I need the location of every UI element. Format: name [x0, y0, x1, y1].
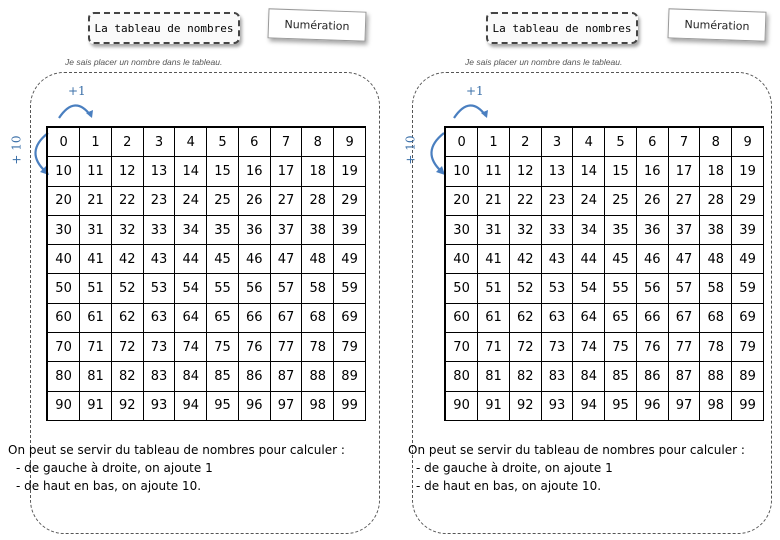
number-cell: 89 [732, 362, 764, 391]
numeration-tag: Numération [268, 8, 367, 41]
number-cell: 84 [175, 362, 207, 391]
number-cell: 79 [732, 333, 764, 362]
number-cell: 93 [143, 391, 175, 420]
table-row [445, 274, 764, 303]
number-cell: 89 [334, 362, 366, 391]
number-cell: 11 [478, 157, 510, 186]
number-cell: 4 [573, 127, 605, 157]
number-cell: 32 [111, 215, 143, 244]
number-cell: 5 [605, 127, 637, 157]
number-cell: 80 [445, 362, 478, 391]
number-cell: 15 [605, 157, 637, 186]
number-cell: 27 [270, 186, 302, 215]
number-cell: 25 [605, 186, 637, 215]
number-cell: 52 [111, 274, 143, 303]
number-cell: 51 [478, 274, 510, 303]
number-cell: 70 [445, 333, 478, 362]
subtitle: Je sais placer un nombre dans le tableau. [65, 57, 223, 67]
number-cell: 30 [445, 215, 478, 244]
number-cell: 13 [143, 157, 175, 186]
number-cell: 47 [668, 245, 700, 274]
number-cell: 38 [302, 215, 334, 244]
number-cell: 18 [302, 157, 334, 186]
number-cell: 33 [541, 215, 573, 244]
number-cell: 43 [541, 245, 573, 274]
number-cell: 46 [636, 245, 668, 274]
number-cell: 58 [302, 274, 334, 303]
number-cell: 90 [47, 391, 80, 420]
number-cell: 41 [80, 245, 112, 274]
number-cell: 82 [111, 362, 143, 391]
number-cell: 98 [302, 391, 334, 420]
number-cell: 69 [732, 303, 764, 332]
number-cell: 25 [207, 186, 239, 215]
table-row [445, 245, 764, 274]
number-cell: 81 [478, 362, 510, 391]
table-row [445, 186, 764, 215]
number-cell: 30 [47, 215, 80, 244]
number-cell: 74 [175, 333, 207, 362]
number-cell: 21 [80, 186, 112, 215]
table-row [445, 391, 764, 420]
number-cell: 48 [302, 245, 334, 274]
table-row [445, 157, 764, 186]
number-cell: 76 [636, 333, 668, 362]
number-cell: 55 [207, 274, 239, 303]
number-cell: 26 [636, 186, 668, 215]
explanation-line-1: On peut se servir du tableau de nombres pour calculer : [408, 443, 745, 457]
number-cell: 11 [80, 157, 112, 186]
number-cell: 61 [478, 303, 510, 332]
table-row [47, 274, 366, 303]
explanation [8, 441, 345, 495]
number-cell: 33 [143, 215, 175, 244]
number-cell: 13 [541, 157, 573, 186]
number-cell: 59 [334, 274, 366, 303]
number-cell: 94 [573, 391, 605, 420]
number-cell: 78 [700, 333, 732, 362]
table-row [47, 333, 366, 362]
number-cell: 2 [111, 127, 143, 157]
number-cell: 36 [238, 215, 270, 244]
number-cell: 12 [509, 157, 541, 186]
number-cell: 85 [605, 362, 637, 391]
number-cell: 14 [573, 157, 605, 186]
number-cell: 97 [270, 391, 302, 420]
number-cell: 77 [668, 333, 700, 362]
table-row [47, 362, 366, 391]
number-cell: 12 [111, 157, 143, 186]
table-row [445, 303, 764, 332]
number-cell: 73 [541, 333, 573, 362]
number-cell: 54 [175, 274, 207, 303]
number-cell: 88 [700, 362, 732, 391]
number-cell: 72 [509, 333, 541, 362]
number-cell: 29 [732, 186, 764, 215]
number-cell: 42 [509, 245, 541, 274]
explanation-line-1: On peut se servir du tableau de nombres pour calculer : [8, 443, 345, 457]
number-cell: 3 [541, 127, 573, 157]
number-cell: 95 [605, 391, 637, 420]
number-cell: 99 [732, 391, 764, 420]
number-cell: 64 [175, 303, 207, 332]
number-cell: 68 [700, 303, 732, 332]
number-cell: 59 [732, 274, 764, 303]
explanation-line-2: - de gauche à droite, on ajoute 1 [16, 461, 213, 475]
plus-ten-label: + 10 [9, 135, 24, 165]
number-cell: 62 [111, 303, 143, 332]
number-cell: 96 [238, 391, 270, 420]
number-cell: 43 [143, 245, 175, 274]
number-cell: 2 [509, 127, 541, 157]
number-cell: 20 [47, 186, 80, 215]
plus-one-label: +1 [68, 84, 86, 98]
number-cell: 0 [47, 127, 80, 157]
number-cell: 98 [700, 391, 732, 420]
number-cell: 53 [541, 274, 573, 303]
number-cell: 40 [47, 245, 80, 274]
number-cell: 45 [605, 245, 637, 274]
number-cell: 15 [207, 157, 239, 186]
number-cell: 9 [732, 127, 764, 157]
number-cell: 94 [175, 391, 207, 420]
number-cell: 65 [605, 303, 637, 332]
right-card [390, 0, 780, 540]
number-cell: 31 [80, 215, 112, 244]
number-cell: 57 [668, 274, 700, 303]
number-cell: 36 [636, 215, 668, 244]
number-cell: 60 [445, 303, 478, 332]
number-cell: 49 [334, 245, 366, 274]
number-cell: 39 [334, 215, 366, 244]
subtitle: Je sais placer un nombre dans le tableau. [465, 57, 623, 67]
number-cell: 1 [478, 127, 510, 157]
number-cell: 64 [573, 303, 605, 332]
plus-one-label: +1 [466, 84, 484, 98]
number-cell: 23 [143, 186, 175, 215]
number-cell: 54 [573, 274, 605, 303]
number-table [444, 126, 764, 421]
number-cell: 47 [270, 245, 302, 274]
curved-arrow-right-icon [450, 96, 490, 126]
number-cell: 16 [636, 157, 668, 186]
number-cell: 48 [700, 245, 732, 274]
number-cell: 83 [143, 362, 175, 391]
table-row [47, 245, 366, 274]
explanation-line-3: - de haut en bas, on ajoute 10. [16, 479, 202, 493]
table-row [445, 362, 764, 391]
number-cell: 85 [207, 362, 239, 391]
number-cell: 61 [80, 303, 112, 332]
number-cell: 87 [668, 362, 700, 391]
number-cell: 6 [238, 127, 270, 157]
number-cell: 24 [573, 186, 605, 215]
number-cell: 5 [207, 127, 239, 157]
number-cell: 7 [668, 127, 700, 157]
number-cell: 56 [238, 274, 270, 303]
number-cell: 37 [270, 215, 302, 244]
number-cell: 84 [573, 362, 605, 391]
number-cell: 10 [47, 157, 80, 186]
number-cell: 74 [573, 333, 605, 362]
number-cell: 66 [636, 303, 668, 332]
number-cell: 34 [573, 215, 605, 244]
number-cell: 81 [80, 362, 112, 391]
number-cell: 35 [605, 215, 637, 244]
table-row [47, 391, 366, 420]
number-cell: 18 [700, 157, 732, 186]
number-cell: 52 [509, 274, 541, 303]
number-cell: 41 [478, 245, 510, 274]
number-cell: 17 [270, 157, 302, 186]
number-cell: 1 [80, 127, 112, 157]
number-cell: 7 [270, 127, 302, 157]
number-cell: 4 [175, 127, 207, 157]
number-cell: 31 [478, 215, 510, 244]
number-cell: 50 [445, 274, 478, 303]
number-cell: 92 [111, 391, 143, 420]
number-cell: 90 [445, 391, 478, 420]
number-cell: 19 [334, 157, 366, 186]
number-cell: 72 [111, 333, 143, 362]
number-cell: 32 [509, 215, 541, 244]
number-cell: 78 [302, 333, 334, 362]
number-cell: 21 [478, 186, 510, 215]
number-cell: 93 [541, 391, 573, 420]
number-cell: 24 [175, 186, 207, 215]
number-cell: 71 [478, 333, 510, 362]
number-cell: 26 [238, 186, 270, 215]
explanation-line-2: - de gauche à droite, on ajoute 1 [416, 461, 613, 475]
number-cell: 55 [605, 274, 637, 303]
number-cell: 6 [636, 127, 668, 157]
number-cell: 60 [47, 303, 80, 332]
number-cell: 79 [334, 333, 366, 362]
title-box: La tableau de nombres [88, 12, 240, 44]
number-cell: 76 [238, 333, 270, 362]
number-cell: 8 [700, 127, 732, 157]
number-cell: 75 [207, 333, 239, 362]
number-cell: 67 [668, 303, 700, 332]
number-table [46, 126, 366, 421]
numeration-tag: Numération [668, 8, 767, 41]
number-cell: 80 [47, 362, 80, 391]
number-cell: 9 [334, 127, 366, 157]
number-cell: 69 [334, 303, 366, 332]
number-cell: 39 [732, 215, 764, 244]
number-cell: 49 [732, 245, 764, 274]
number-cell: 20 [445, 186, 478, 215]
number-cell: 16 [238, 157, 270, 186]
number-cell: 63 [143, 303, 175, 332]
table-row [47, 215, 366, 244]
number-cell: 86 [238, 362, 270, 391]
number-cell: 28 [302, 186, 334, 215]
number-cell: 66 [238, 303, 270, 332]
number-cell: 77 [270, 333, 302, 362]
number-cell: 22 [111, 186, 143, 215]
number-cell: 63 [541, 303, 573, 332]
number-cell: 88 [302, 362, 334, 391]
number-cell: 35 [207, 215, 239, 244]
number-cell: 95 [207, 391, 239, 420]
number-cell: 65 [207, 303, 239, 332]
number-cell: 67 [270, 303, 302, 332]
table-row [47, 157, 366, 186]
table-row [445, 127, 764, 157]
number-cell: 71 [80, 333, 112, 362]
number-cell: 8 [302, 127, 334, 157]
number-cell: 57 [270, 274, 302, 303]
number-cell: 42 [111, 245, 143, 274]
number-cell: 91 [80, 391, 112, 420]
number-cell: 86 [636, 362, 668, 391]
number-cell: 53 [143, 274, 175, 303]
number-cell: 17 [668, 157, 700, 186]
number-cell: 91 [478, 391, 510, 420]
number-cell: 97 [668, 391, 700, 420]
table-row [445, 333, 764, 362]
table-row [47, 186, 366, 215]
number-cell: 56 [636, 274, 668, 303]
number-cell: 68 [302, 303, 334, 332]
number-cell: 23 [541, 186, 573, 215]
table-row [445, 215, 764, 244]
number-cell: 14 [175, 157, 207, 186]
number-cell: 29 [334, 186, 366, 215]
number-cell: 51 [80, 274, 112, 303]
curved-arrow-right-icon [55, 96, 95, 126]
table-row [47, 127, 366, 157]
number-cell: 83 [541, 362, 573, 391]
plus-ten-label: + 10 [403, 135, 418, 165]
number-cell: 27 [668, 186, 700, 215]
number-cell: 99 [334, 391, 366, 420]
number-cell: 28 [700, 186, 732, 215]
number-cell: 62 [509, 303, 541, 332]
number-cell: 45 [207, 245, 239, 274]
number-cell: 70 [47, 333, 80, 362]
number-cell: 37 [668, 215, 700, 244]
number-cell: 92 [509, 391, 541, 420]
number-cell: 50 [47, 274, 80, 303]
number-cell: 46 [238, 245, 270, 274]
explanation-line-3: - de haut en bas, on ajoute 10. [416, 479, 602, 493]
number-cell: 58 [700, 274, 732, 303]
number-cell: 75 [605, 333, 637, 362]
number-cell: 96 [636, 391, 668, 420]
title-box: La tableau de nombres [486, 12, 638, 44]
number-cell: 44 [175, 245, 207, 274]
table-row [47, 303, 366, 332]
number-cell: 10 [445, 157, 478, 186]
number-cell: 19 [732, 157, 764, 186]
explanation [408, 441, 745, 495]
number-cell: 82 [509, 362, 541, 391]
number-cell: 3 [143, 127, 175, 157]
number-cell: 73 [143, 333, 175, 362]
number-cell: 40 [445, 245, 478, 274]
number-cell: 38 [700, 215, 732, 244]
number-cell: 0 [445, 127, 478, 157]
number-cell: 44 [573, 245, 605, 274]
number-cell: 22 [509, 186, 541, 215]
number-cell: 34 [175, 215, 207, 244]
number-cell: 87 [270, 362, 302, 391]
